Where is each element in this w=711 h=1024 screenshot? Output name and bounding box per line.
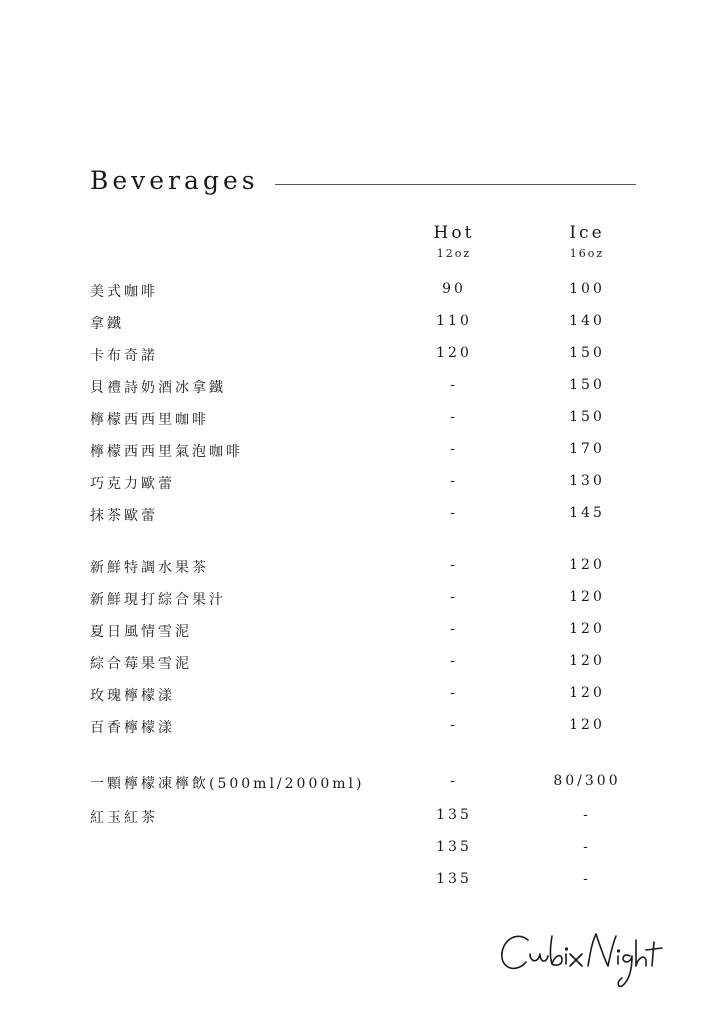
ice-price: 80/300 — [553, 773, 621, 789]
hot-price: 90 — [442, 281, 466, 297]
ice-price: - — [583, 807, 591, 823]
menu-row — [0, 717, 711, 741]
ice-price: 120 — [569, 685, 605, 701]
menu-row — [0, 773, 711, 797]
hot-price: - — [450, 505, 458, 521]
hot-price: 110 — [436, 313, 472, 329]
hot-price: - — [450, 589, 458, 605]
hot-price: - — [450, 409, 458, 425]
item-name: 檸檬西西里氣泡咖啡 — [90, 444, 243, 460]
item-name: 拿鐵 — [90, 316, 124, 332]
item-name: 新鮮特調水果茶 — [90, 560, 209, 576]
hot-price: - — [450, 653, 458, 669]
item-name: 卡布奇諾 — [90, 348, 158, 364]
ice-price: 120 — [569, 653, 605, 669]
item-name: 百香檸檬漾 — [90, 720, 175, 736]
ice-price: 145 — [569, 505, 605, 521]
ice-price: 170 — [569, 441, 605, 457]
hot-price: 135 — [436, 807, 472, 823]
ice-price: 120 — [569, 557, 605, 573]
menu-row — [0, 653, 711, 677]
ice-column-header: Ice — [569, 223, 605, 243]
hot-price: - — [450, 557, 458, 573]
menu-row — [0, 473, 711, 497]
ice-price: - — [583, 839, 591, 855]
menu-row — [0, 871, 711, 895]
menu-row — [0, 281, 711, 305]
ice-price: - — [583, 871, 591, 887]
item-name: 美式咖啡 — [90, 284, 158, 300]
ice-price: 140 — [569, 313, 605, 329]
hot-price: - — [450, 621, 458, 637]
item-name: 新鮮現打綜合果汁 — [90, 592, 226, 608]
title-divider — [275, 184, 636, 185]
menu-row — [0, 685, 711, 709]
menu-row — [0, 589, 711, 613]
brand-signature-logo — [494, 920, 664, 992]
menu-row — [0, 557, 711, 581]
item-name: 抹茶歐蕾 — [90, 508, 158, 524]
item-name: 綜合莓果雪泥 — [90, 656, 192, 672]
hot-price: - — [450, 773, 458, 789]
ice-price: 150 — [569, 377, 605, 393]
item-name: 紅玉紅茶 — [90, 810, 158, 826]
item-name: 夏日風情雪泥 — [90, 624, 192, 640]
hot-price: - — [450, 473, 458, 489]
menu-row — [0, 505, 711, 529]
menu-row — [0, 313, 711, 337]
menu-row — [0, 409, 711, 433]
item-name: 玫瑰檸檬漾 — [90, 688, 175, 704]
item-name: 貝禮詩奶酒冰拿鐵 — [90, 380, 226, 396]
ice-price: 120 — [569, 717, 605, 733]
menu-row — [0, 807, 711, 831]
hot-price: - — [450, 685, 458, 701]
ice-price: 150 — [569, 345, 605, 361]
menu-row — [0, 441, 711, 465]
hot-price: - — [450, 377, 458, 393]
hot-price: 135 — [436, 871, 472, 887]
item-name: 巧克力歐蕾 — [90, 476, 175, 492]
ice-price: 130 — [569, 473, 605, 489]
menu-row — [0, 377, 711, 401]
menu-row — [0, 621, 711, 645]
hot-price: - — [450, 717, 458, 733]
hot-price: 120 — [436, 345, 472, 361]
ice-column-size: 16oz — [569, 247, 605, 260]
ice-price: 150 — [569, 409, 605, 425]
menu-row — [0, 345, 711, 369]
item-name: 檸檬西西里咖啡 — [90, 412, 209, 428]
hot-column-size: 12oz — [436, 247, 472, 260]
ice-price: 120 — [569, 589, 605, 605]
ice-price: 100 — [569, 281, 605, 297]
page-title: Beverages — [90, 166, 259, 195]
item-name: 一顆檸檬凍檸飲(500ml/2000ml) — [90, 776, 365, 792]
hot-price: 135 — [436, 839, 472, 855]
hot-price: - — [450, 441, 458, 457]
hot-column-header: Hot — [433, 223, 475, 243]
ice-price: 120 — [569, 621, 605, 637]
menu-row — [0, 839, 711, 863]
